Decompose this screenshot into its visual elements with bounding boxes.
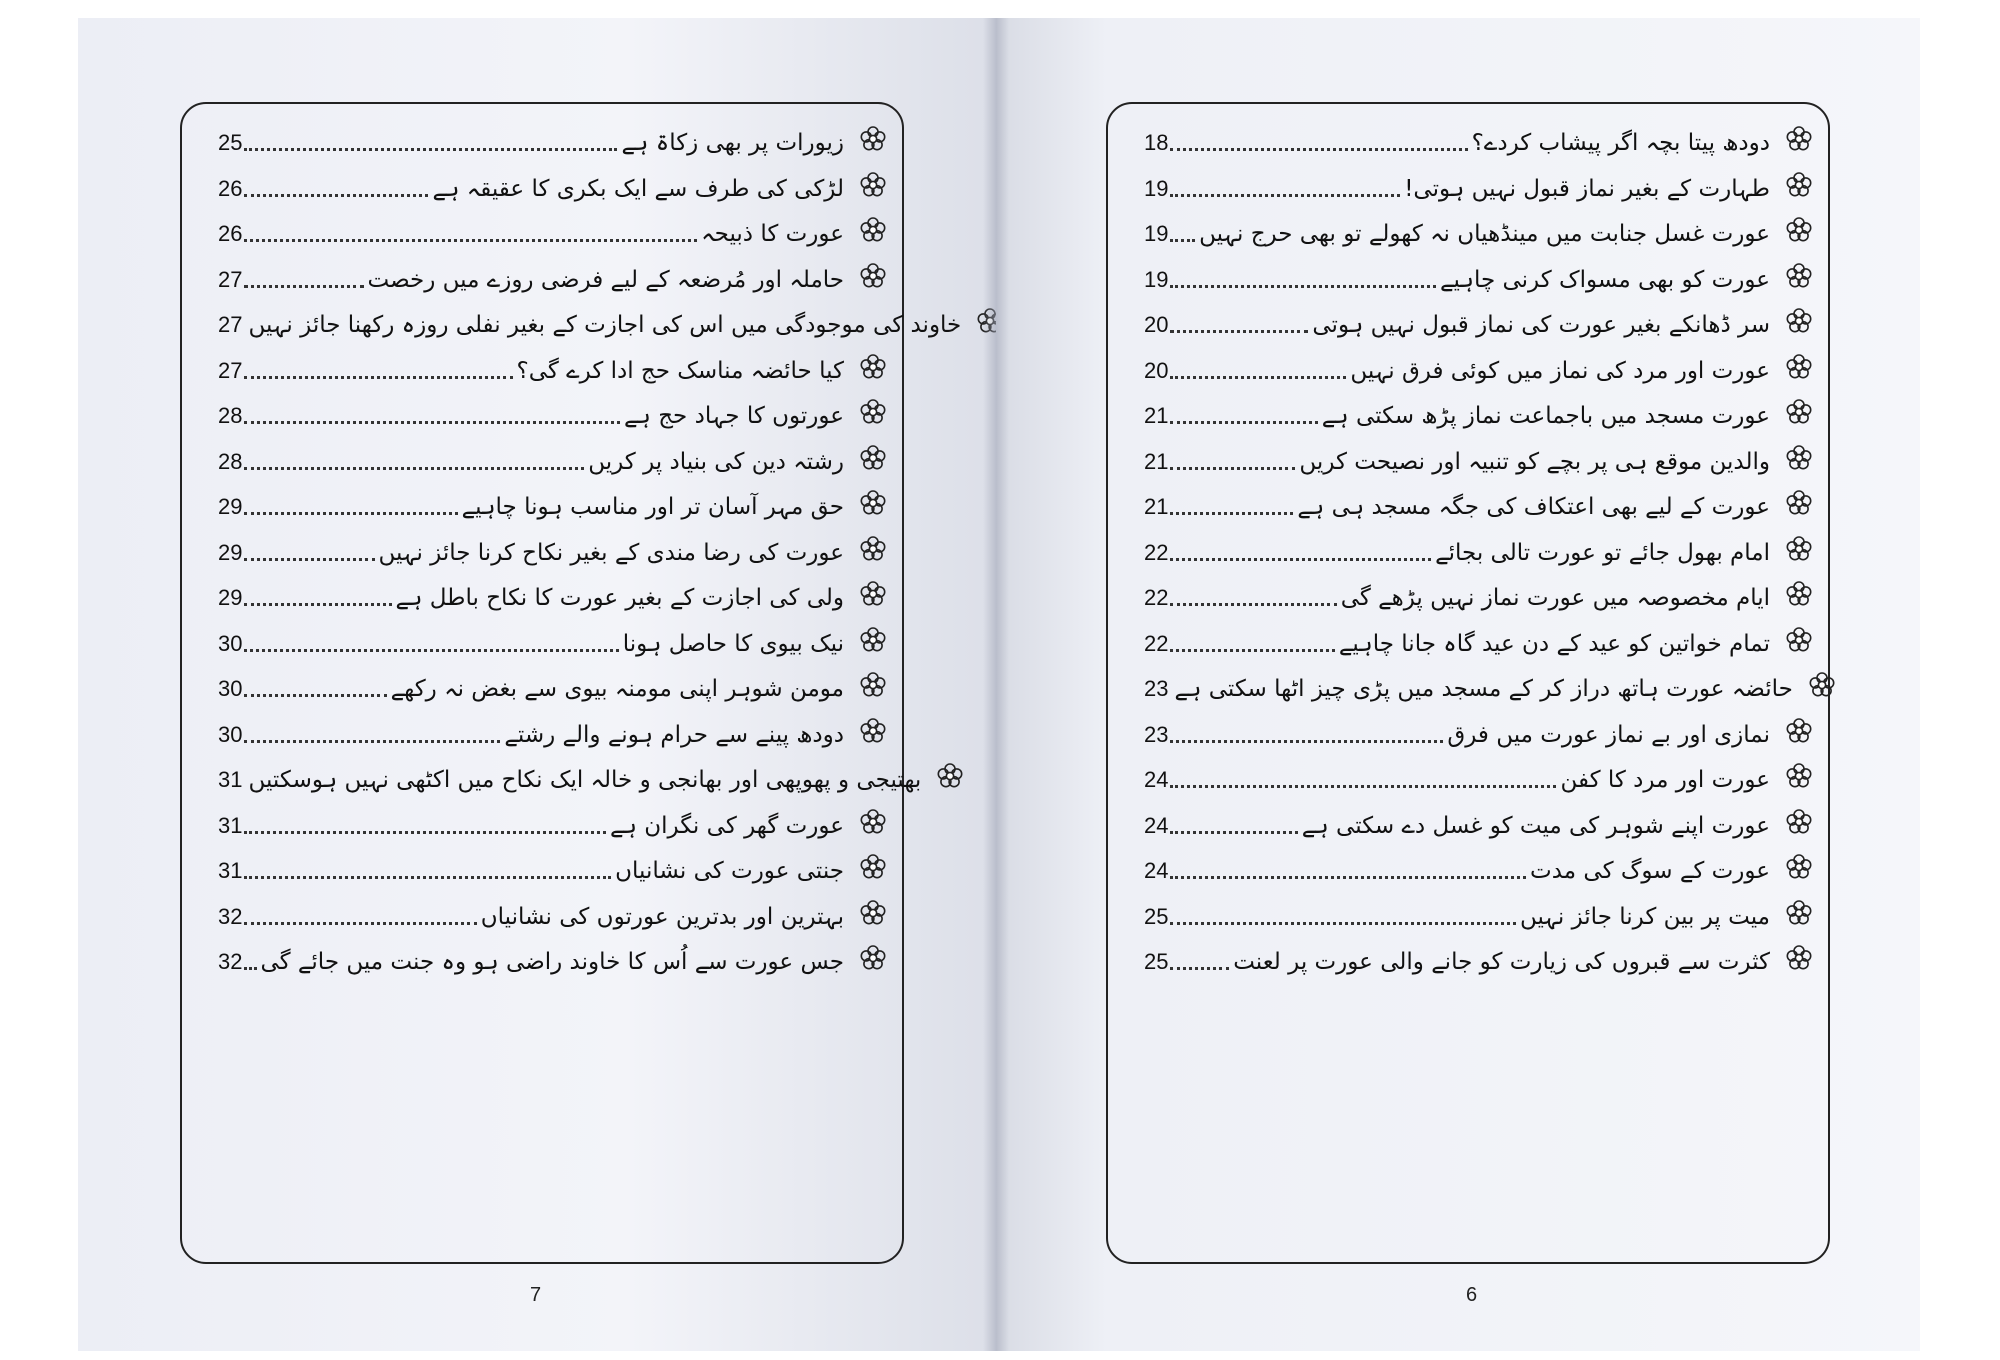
toc-entry	[218, 429, 888, 477]
toc-entry	[218, 292, 962, 340]
toc-entry-page: 19	[1144, 221, 1169, 246]
flower-bullet-icon	[858, 124, 888, 154]
dot-leader	[1170, 376, 1346, 379]
dot-leader	[244, 467, 584, 470]
dot-leader	[244, 831, 606, 834]
flower-bullet-icon	[858, 625, 888, 655]
flower-bullet-icon	[935, 761, 965, 791]
toc-entry-page: 30	[218, 676, 243, 701]
toc-entry-page: 21	[1144, 448, 1169, 474]
flower-bullet-icon	[858, 579, 888, 609]
toc-entry-title: جس عورت سے اُس کا خاوند راضی ہو وہ جنت میں جائے گی	[260, 949, 844, 975]
toc-entry	[218, 201, 888, 249]
toc-entry-title: تمام خواتین کو عید کے دن عید گاہ جانا چاہیے	[1338, 630, 1770, 657]
flower-bullet-icon	[1784, 352, 1814, 382]
dot-leader	[244, 740, 500, 743]
toc-entry-page: 31	[218, 767, 243, 792]
flower-bullet-icon	[1784, 898, 1814, 928]
toc-entry-page: 30	[218, 630, 243, 656]
flower-bullet-icon	[858, 443, 888, 473]
dot-leader	[244, 239, 697, 242]
dot-leader	[244, 558, 374, 561]
toc-frame-right	[1106, 102, 1830, 1264]
flower-bullet-icon	[1784, 488, 1814, 518]
dot-leader	[1170, 876, 1526, 879]
toc-entry-page: 23	[1144, 721, 1169, 747]
toc-entry-page: 25	[1144, 949, 1169, 974]
toc-entry	[1144, 520, 1814, 568]
toc-entry-page: 24	[1144, 812, 1169, 838]
toc-entry	[218, 565, 888, 613]
flower-bullet-icon	[858, 716, 888, 746]
dot-leader	[244, 512, 457, 515]
toc-entry-page: 27	[218, 357, 243, 383]
flower-bullet-icon	[1784, 124, 1814, 154]
toc-entry	[218, 611, 888, 659]
dot-leader	[1170, 649, 1334, 652]
toc-entry-page: 25	[1144, 903, 1169, 929]
toc-entry	[218, 747, 922, 795]
page-number-right: 6	[1466, 1284, 1478, 1306]
flower-bullet-icon	[858, 261, 888, 291]
book-spine	[983, 18, 1009, 1351]
toc-entry-page: 32	[218, 903, 243, 929]
toc-entry-title: کثرت سے قبروں کی زیارت کو جانے والی عورت پر لعنت	[1233, 949, 1770, 975]
dot-leader	[1170, 512, 1293, 515]
flower-bullet-icon	[1784, 943, 1814, 973]
dot-leader	[244, 876, 611, 879]
flower-bullet-icon	[1784, 306, 1814, 336]
toc-entry-page: 19	[1144, 175, 1169, 201]
toc-entry-title: امام بھول جائے تو عورت تالی بجائے	[1435, 539, 1770, 566]
toc-entry-title: عورت اور مرد کی نماز میں کوئی فرق نہیں	[1350, 357, 1770, 384]
flower-bullet-icon	[1784, 579, 1814, 609]
toc-entry-title: عورت کے سوگ کی مدت	[1530, 858, 1770, 884]
flower-bullet-icon	[858, 943, 888, 973]
flower-bullet-icon	[1784, 807, 1814, 837]
flower-bullet-icon	[1784, 443, 1814, 473]
toc-entry-page: 22	[1144, 585, 1169, 610]
toc-entry-title: خاوند کی موجودگی میں اس کی اجازت کے بغیر نفلی روزہ رکھنا جائز نہیں	[248, 312, 962, 338]
toc-entry-page: 31	[218, 858, 243, 883]
dot-leader	[244, 194, 428, 197]
toc-entry-page: 27	[218, 312, 243, 337]
toc-entry	[218, 474, 888, 522]
toc-entry-title: میت پر بین کرنا جائز نہیں	[1519, 903, 1770, 930]
toc-entry	[218, 793, 888, 841]
toc-entry-page: 29	[218, 494, 243, 519]
toc-frame-left	[180, 102, 962, 1264]
dot-leader	[1170, 467, 1295, 470]
toc-entry-title: جنتی عورت کی نشانیاں	[615, 858, 844, 884]
flower-bullet-icon	[1784, 625, 1814, 655]
dot-leader	[1170, 558, 1431, 561]
toc-entry-page: 26	[218, 175, 243, 201]
toc-entry	[1144, 884, 1814, 932]
flower-bullet-icon	[1784, 534, 1814, 564]
toc-entry	[1144, 838, 1814, 886]
toc-entry-title: نیک بیوی کا حاصل ہونا	[622, 630, 844, 657]
flower-bullet-icon	[1784, 215, 1814, 245]
flower-bullet-icon	[1784, 716, 1814, 746]
flower-bullet-icon	[858, 488, 888, 518]
toc-entry-page: 28	[218, 403, 243, 428]
toc-entry-title: بھتیجی و پھوپھی اور بھانجی و خالہ ایک نکاح میں اکٹھی نہیں ہوسکتیں	[248, 767, 922, 793]
toc-entry-page: 22	[1144, 539, 1169, 565]
toc-entry-title: حاملہ اور مُرضعہ کے لیے فرضی روزے میں رخصت	[367, 266, 844, 293]
dot-leader	[1170, 239, 1195, 242]
dot-leader	[244, 285, 363, 288]
toc-entry	[218, 110, 888, 158]
toc-entry	[1144, 474, 1814, 522]
toc-entry-page: 28	[218, 448, 243, 474]
toc-entry-title: بہترین اور بدترین عورتوں کی نشانیاں	[480, 903, 844, 930]
toc-entry-title: زیورات پر بھی زکاۃ ہے	[621, 130, 844, 156]
toc-entry-page: 20	[1144, 312, 1169, 337]
dot-leader	[1170, 148, 1467, 151]
toc-entry	[1144, 429, 1814, 477]
toc-entry-title: عورت کے لیے بھی اعتکاف کی جگہ مسجد ہی ہے	[1297, 494, 1770, 520]
toc-entry-page: 31	[218, 812, 243, 838]
toc-entry	[1144, 565, 1814, 613]
toc-entry	[218, 156, 888, 204]
toc-entry-title: مومن شوہر اپنی مومنہ بیوی سے بغض نہ رکھے	[390, 676, 844, 702]
toc-entry-title: عورت کی رضا مندی کے بغیر نکاح کرنا جائز نہیں	[378, 539, 844, 566]
dot-leader	[244, 376, 512, 379]
toc-entry-title: عورت کا ذبیحہ	[701, 221, 844, 247]
dot-leader	[1170, 740, 1443, 743]
flower-bullet-icon	[1807, 670, 1837, 700]
toc-entry	[1144, 702, 1814, 750]
toc-entry-page: 24	[1144, 858, 1169, 883]
toc-entry-title: رشتہ دین کی بنیاد پر کریں	[588, 448, 844, 475]
toc-entry-title: عورت مسجد میں باجماعت نماز پڑھ سکتی ہے	[1321, 403, 1770, 429]
toc-entry-page: 21	[1144, 494, 1169, 519]
toc-entry	[1144, 247, 1814, 295]
toc-entry	[218, 247, 888, 295]
dot-leader	[1170, 922, 1515, 925]
page-number-left: 7	[530, 1284, 542, 1306]
toc-entry	[1144, 611, 1814, 659]
flower-bullet-icon	[1784, 170, 1814, 200]
toc-entry-page: 23	[1144, 676, 1169, 701]
flower-bullet-icon	[1784, 261, 1814, 291]
toc-entry-title: کیا حائضہ مناسک حج ادا کرے گی؟	[516, 357, 844, 384]
flower-bullet-icon	[858, 352, 888, 382]
toc-entry-title: والدین موقع ہی پر بچے کو تنبیہ اور نصیحت کریں	[1299, 448, 1770, 475]
flower-bullet-icon	[858, 170, 888, 200]
dot-leader	[244, 148, 617, 151]
dot-leader	[1170, 330, 1308, 333]
toc-entry	[1144, 338, 1814, 386]
toc-entry-title: حائضہ عورت ہاتھ دراز کر کے مسجد میں پڑی چیز اٹھا سکتی ہے	[1174, 676, 1793, 702]
toc-entry-page: 22	[1144, 630, 1169, 656]
toc-entry-page: 18	[1144, 130, 1169, 155]
open-booklet	[78, 18, 1920, 1351]
toc-entry	[1144, 156, 1814, 204]
toc-entry-title: ولی کی اجازت کے بغیر عورت کا نکاح باطل ہے	[395, 585, 844, 611]
toc-entry-page: 25	[218, 130, 243, 155]
toc-entry-page: 27	[218, 266, 243, 292]
toc-entry-title: سر ڈھانکے بغیر عورت کی نماز قبول نہیں ہوتی	[1312, 312, 1770, 338]
toc-entry	[1144, 929, 1814, 977]
toc-entry-title: عورت اپنے شوہر کی میت کو غسل دے سکتی ہے	[1301, 812, 1770, 839]
toc-entry-title: ایام مخصوصہ میں عورت نماز نہیں پڑھے گی	[1340, 585, 1770, 611]
toc-entry	[1144, 747, 1814, 795]
toc-entry-page: 26	[218, 221, 243, 246]
flower-bullet-icon	[1784, 397, 1814, 427]
toc-entry-title: طہارت کے بغیر نماز قبول نہیں ہوتی!	[1404, 175, 1770, 202]
dot-leader	[1170, 421, 1317, 424]
dot-leader	[244, 649, 618, 652]
dot-leader	[244, 967, 256, 970]
dot-leader	[1170, 194, 1400, 197]
toc-entry-title: نمازی اور بے نماز عورت میں فرق	[1447, 721, 1770, 748]
flower-bullet-icon	[1784, 761, 1814, 791]
toc-entry-page: 24	[1144, 767, 1169, 792]
toc-entry	[218, 838, 888, 886]
toc-entry	[218, 656, 888, 704]
toc-entry-page: 20	[1144, 357, 1169, 383]
dot-leader	[244, 922, 476, 925]
toc-entry-title: عورت گھر کی نگران ہے	[610, 812, 844, 839]
dot-leader	[244, 603, 391, 606]
toc-entry	[218, 884, 888, 932]
toc-entry-page: 21	[1144, 403, 1169, 428]
toc-entry	[1144, 201, 1814, 249]
right-page	[996, 18, 1920, 1351]
toc-entry-title: عورت کو بھی مسواک کرنی چاہیے	[1440, 266, 1770, 293]
dot-leader	[1170, 285, 1436, 288]
dot-leader	[244, 421, 619, 424]
flower-bullet-icon	[858, 898, 888, 928]
toc-entry	[218, 520, 888, 568]
left-page	[78, 18, 996, 1351]
toc-entry-title: دودھ پیتا بچہ اگر پیشاب کردے؟	[1471, 130, 1770, 156]
toc-entry-title: عورت اور مرد کا کفن	[1560, 767, 1770, 793]
toc-entry	[1144, 383, 1814, 431]
toc-entry	[218, 383, 888, 431]
flower-bullet-icon	[858, 670, 888, 700]
toc-entry-title: حق مہر آسان تر اور مناسب ہونا چاہیے	[461, 494, 844, 520]
dot-leader	[244, 694, 386, 697]
toc-entry	[1144, 292, 1814, 340]
toc-entry-title: عورت غسل جنابت میں مینڈھیاں نہ کھولے تو بھی حرج نہیں	[1199, 221, 1770, 247]
flower-bullet-icon	[1784, 852, 1814, 882]
toc-entry-page: 29	[218, 585, 243, 610]
toc-entry	[1144, 656, 1814, 704]
toc-entry-page: 29	[218, 539, 243, 565]
flower-bullet-icon	[858, 534, 888, 564]
dot-leader	[1170, 603, 1336, 606]
toc-entry	[218, 338, 888, 386]
flower-bullet-icon	[858, 397, 888, 427]
toc-entry	[1144, 110, 1814, 158]
toc-entry	[1144, 793, 1814, 841]
toc-entry-page: 32	[218, 949, 243, 974]
toc-entry	[218, 702, 888, 750]
flower-bullet-icon	[858, 215, 888, 245]
dot-leader	[1170, 967, 1229, 970]
toc-entry-title: لڑکی کی طرف سے ایک بکری کا عقیقہ ہے	[432, 175, 844, 202]
toc-entry-title: دودھ پینے سے حرام ہونے والے رشتے	[504, 721, 844, 748]
flower-bullet-icon	[858, 852, 888, 882]
toc-entry-page: 30	[218, 721, 243, 747]
toc-entry	[218, 929, 888, 977]
dot-leader	[1170, 785, 1556, 788]
dot-leader	[1170, 831, 1297, 834]
toc-entry-page: 19	[1144, 266, 1169, 292]
flower-bullet-icon	[858, 807, 888, 837]
toc-entry-title: عورتوں کا جہاد حج ہے	[623, 403, 844, 429]
